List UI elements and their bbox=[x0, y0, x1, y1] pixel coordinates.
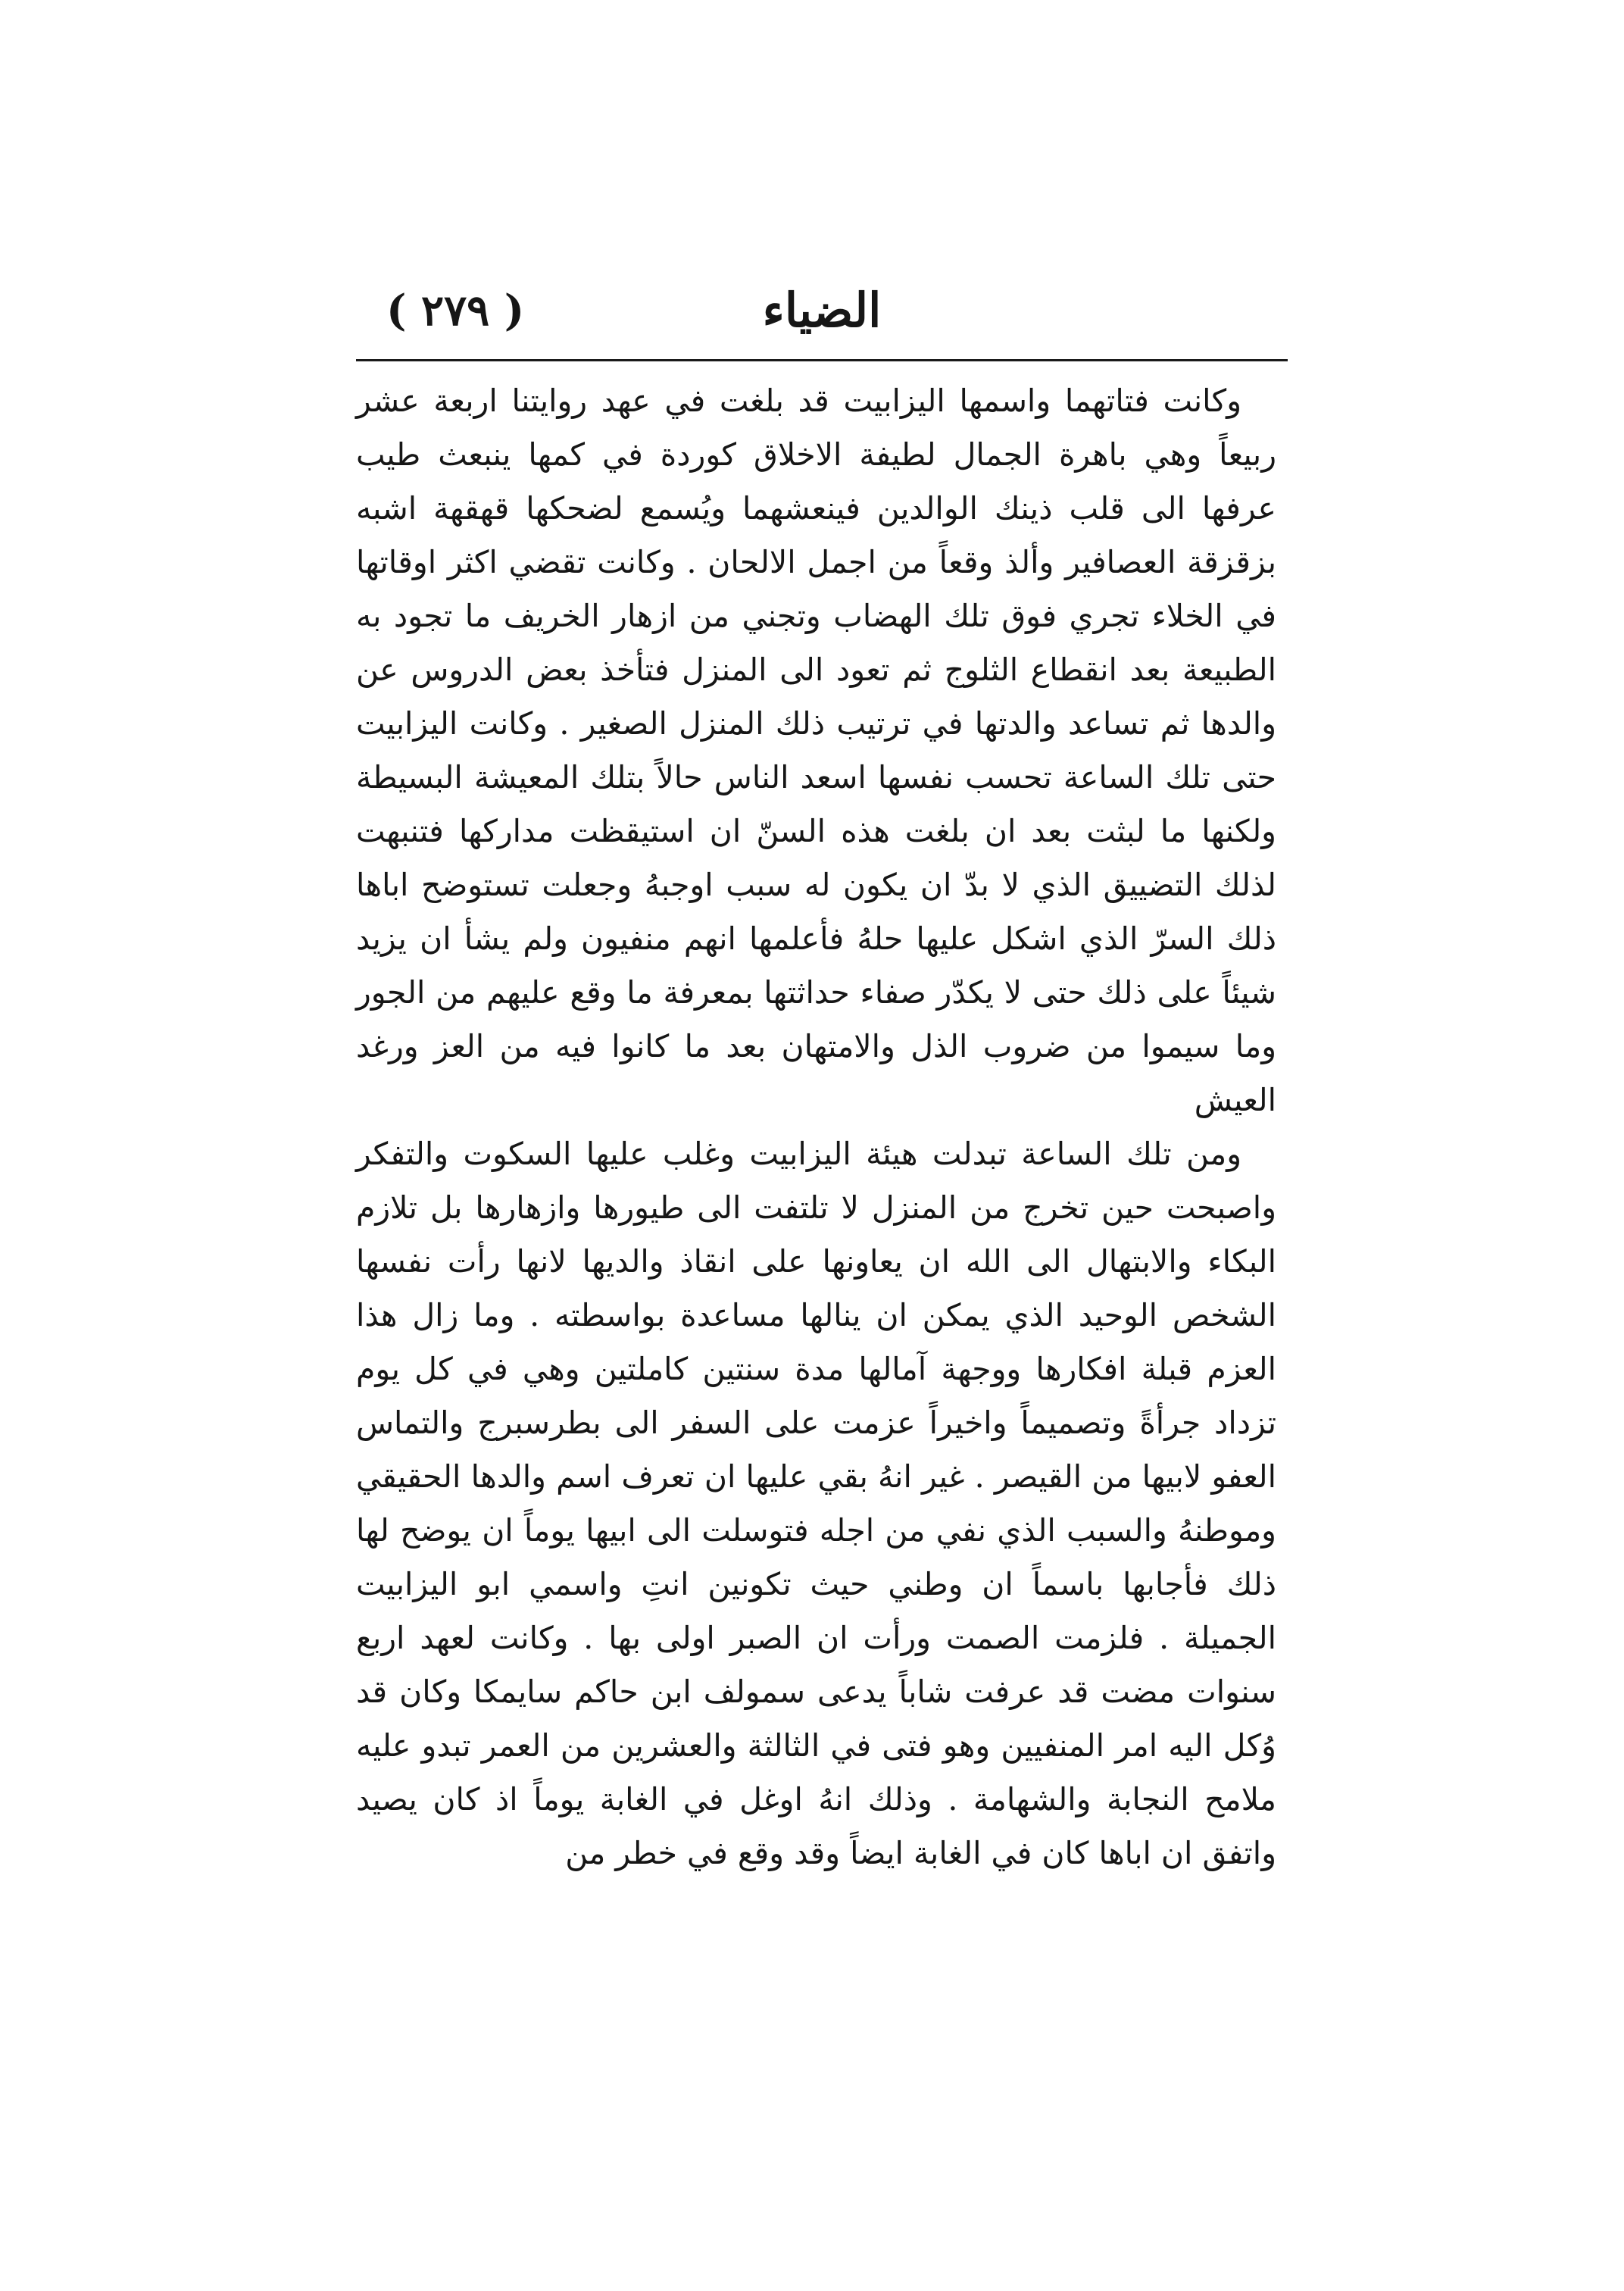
paragraph-2: ومن تلك الساعة تبدلت هيئة اليزابيت وغلب عليها السكوت والتفكر واصبحت حين تخرج من المنزل لا تلتفت الى طيورها وازهارها بل تلازم البكاء والابتهال الى الله ان يعاونها على انقاذ والديها لانها رأت نفسها الشخص الوحيد الذي يمكن ان ينالها مساعدة بواسطته . وما زال هذا العزم قبلة افكارها ووجهة آمالها مدة سنتين كاملتين وهي في كل يوم تزداد جرأةً وتصميماً واخيراً عزمت على السفر الى بطرسبرج والتماس العفو لابيها من القيصر . غير انهُ بقي عليها ان تعرف اسم والدها الحقيقي وموطنهُ والسبب الذي نفي من اجله فتوسلت الى ابيها يوماً ان يوضح لها ذلك فأجابها باسماً ان وطني حيث تكونين انتِ واسمي ابو اليزابيت الجميلة . فلزمت الصمت ورأت ان الصبر اولى بها . وكانت لعهد اربع سنوات مضت قد عرفت شاباً يدعى سمولف ابن حاكم سايمكا وكان قد وُكل اليه امر المنفيين وهو فتى في الثالثة والعشرين من العمر تبدو عليه ملامح النجابة والشهامة . وذلك انهُ اوغل في الغابة يوماً اذ كان يصيد واتفق ان اباها كان في الغابة ايضاً وقد وقع في خطر من bbox=[356, 1136, 1276, 1871]
header-divider bbox=[356, 359, 1288, 361]
paragraph-1: وكانت فتاتهما واسمها اليزابيت قد بلغت في عهد روايتنا اربعة عشر ربيعاً وهي باهرة الجمال لطيفة الاخلاق كوردة في كمها ينبعث طيب عرفها الى قلب ذينك الوالدين فينعشهما ويُسمع لضحكها قهقهة اشبه بزقزقة العصافير وألذ وقعاً من اجمل الالحان . وكانت تقضي اكثر اوقاتها في الخلاء تجري فوق تلك الهضاب وتجني من ازهار الخريف ما تجود به الطبيعة بعد انقطاع الثلوج ثم تعود الى المنزل فتأخذ بعض الدروس عن والدها ثم تساعد والدتها في ترتيب ذلك المنزل الصغير . وكانت اليزابيت حتى تلك الساعة تحسب نفسها اسعد الناس حالاً بتلك المعيشة البسيطة ولكنها ما لبثت بعد ان بلغت هذه السنّ ان استيقظت مداركها فتنبهت لذلك التضييق الذي لا بدّ ان يكون له سبب اوجبهُ وجعلت تستوضح اباها ذلك السرّ الذي اشكل عليها حلهُ فأعلمها انهم منفيون ولم يشأ ان يزيد شيئاً على ذلك حتى لا يكدّر صفاء حداثتها بمعرفة ما وقع عليهم من الجور وما سيموا من ضروب الذل والامتهان بعد ما كانوا فيه من العز ورغد العيش bbox=[356, 383, 1276, 1118]
page-number: ( ٢٧٩ ) bbox=[386, 286, 525, 336]
article-body bbox=[356, 374, 1276, 1880]
journal-title: الضياء bbox=[762, 283, 882, 338]
page-header bbox=[356, 273, 1288, 356]
